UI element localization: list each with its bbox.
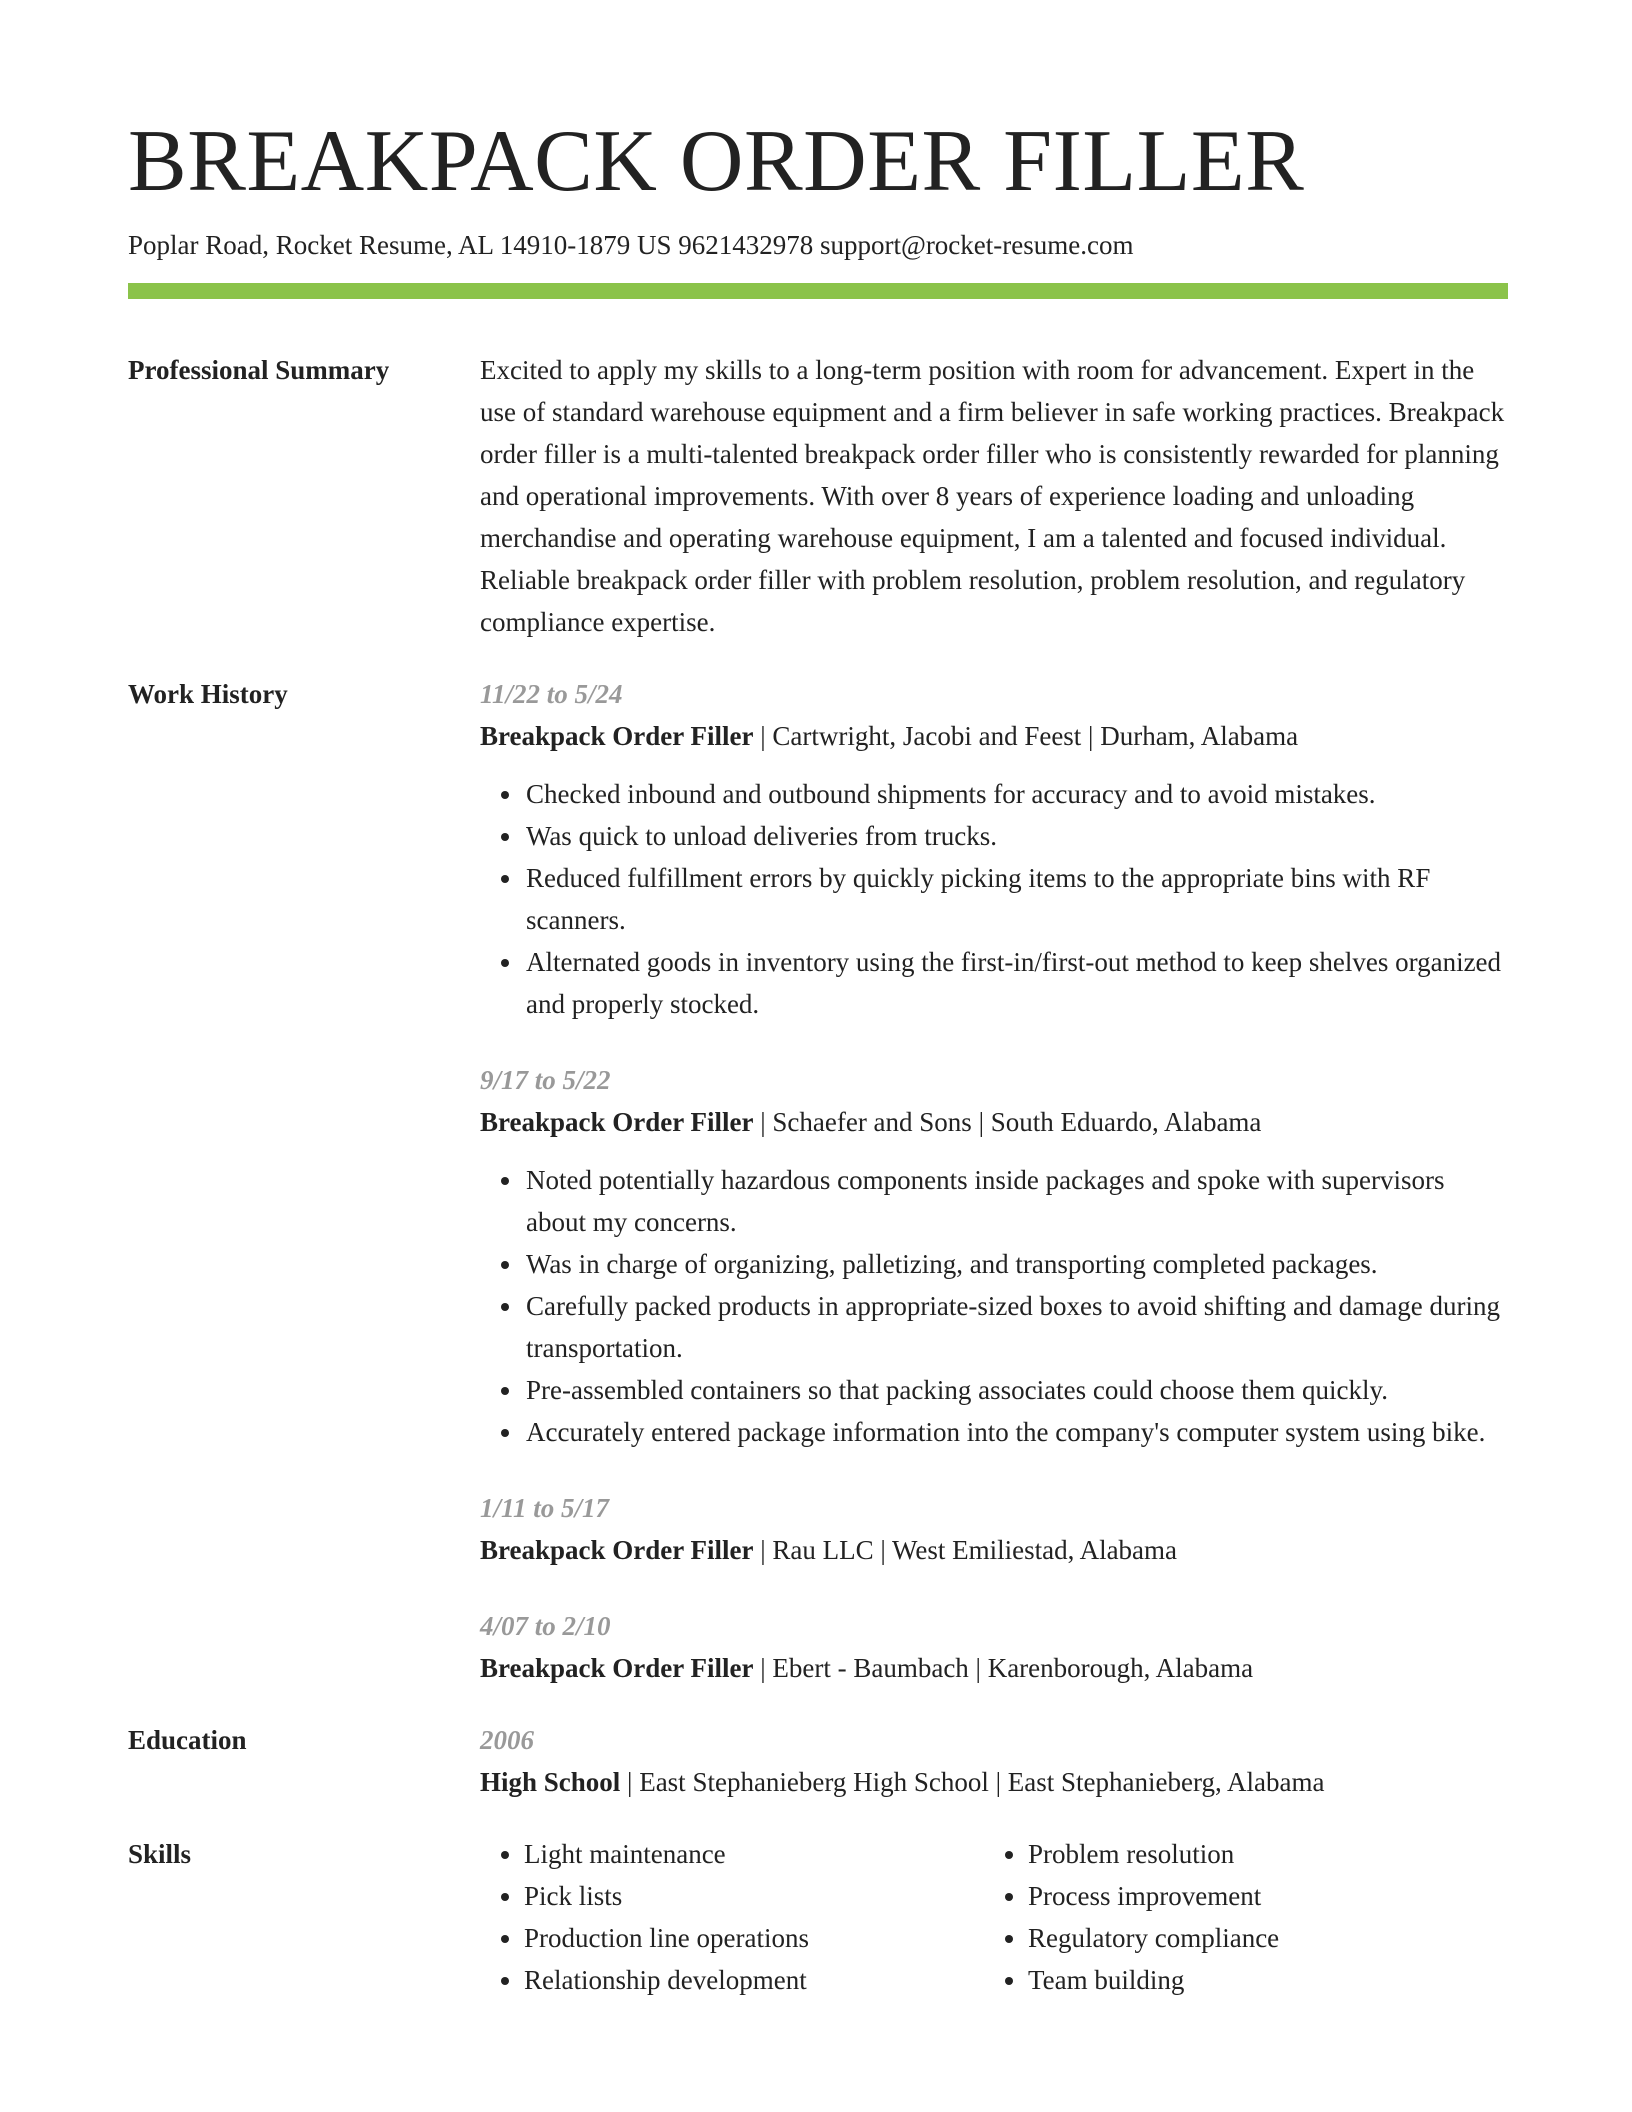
skill-item: • Problem resolution <box>1028 1833 1488 1875</box>
job-details: | Cartwright, Jacobi and Feest | Durham, Alabama <box>753 721 1299 752</box>
skill-item: • Pick lists <box>524 1875 984 1917</box>
resume-page <box>128 113 1508 2001</box>
job-title-line <box>480 1529 1508 1571</box>
job-bullet: • Reduced fulfillment errors by quickly picking items to the appropriate bins with RF scanners. <box>524 857 1508 941</box>
job-title-line <box>480 1647 1508 1689</box>
job-bullet: • Was quick to unload deliveries from trucks. <box>524 815 1508 857</box>
job-entry <box>480 1605 1508 1689</box>
skills-column-right <box>984 1833 1488 2001</box>
resume-name: BREAKPACK ORDER FILLER <box>128 113 1305 210</box>
summary-section <box>128 349 1508 643</box>
job-dates: 4/07 to 2/10 <box>480 1611 611 1642</box>
skill-item: • Team building <box>1028 1959 1488 2001</box>
job-entry <box>480 1059 1508 1453</box>
job-bullet: • Carefully packed products in appropriate-sized boxes to avoid shifting and damage during transportation. <box>524 1285 1508 1369</box>
skills-columns <box>480 1833 1508 2001</box>
education-section <box>128 1719 1508 1803</box>
job-entry <box>480 1487 1508 1571</box>
section-title: Professional Summary <box>128 355 390 386</box>
job-bullets <box>480 773 1508 1025</box>
job-entry <box>480 673 1508 1025</box>
job-details: | Rau LLC | West Emiliestad, Alabama <box>753 1535 1178 1566</box>
header-divider <box>128 283 1508 299</box>
job-role: Breakpack Order Filler <box>480 1653 754 1684</box>
skills-section <box>128 1833 1508 2001</box>
job-dates: 11/22 to 5/24 <box>480 679 623 710</box>
job-bullets <box>480 1159 1508 1453</box>
job-dates: 1/11 to 5/17 <box>480 1493 610 1524</box>
summary-text: Excited to apply my skills to a long-term position with room for advancement. Expert in the use of standard warehouse equipment and a firm believer in safe working practices. Breakpack order filler is a multi-talented breakpack order filler who is consistently rewarded for planning and operational improvements. With over 8 years of experience loading and unloading merchandise and operating warehouse equipment, I am a talented and focused individual. Reliable breakpack order filler with problem resolution, problem resolution, and regulatory compliance expertise. <box>480 355 1505 638</box>
section-title: Skills <box>128 1839 192 1870</box>
contact-line: Poplar Road, Rocket Resume, AL 14910-1879 US 9621432978 support@rocket-resume.com <box>128 230 1134 260</box>
job-bullet: • Accurately entered package information into the company's computer system using bike. <box>524 1411 1508 1453</box>
job-bullet: • Was in charge of organizing, palletizing, and transporting completed packages. <box>524 1243 1508 1285</box>
section-title: Work History <box>128 679 288 710</box>
job-details: | Schaefer and Sons | South Eduardo, Alabama <box>753 1107 1262 1138</box>
job-bullet: • Noted potentially hazardous components inside packages and spoke with supervisors about my concerns. <box>524 1159 1508 1243</box>
skill-item: • Production line operations <box>524 1917 984 1959</box>
job-bullet: • Alternated goods in inventory using the first-in/first-out method to keep shelves organized and properly stocked. <box>524 941 1508 1025</box>
job-role: Breakpack Order Filler <box>480 1107 754 1138</box>
skill-item: • Relationship development <box>524 1959 984 2001</box>
work-history-section <box>128 673 1508 1689</box>
job-details: | Ebert - Baumbach | Karenborough, Alabama <box>753 1653 1254 1684</box>
education-year: 2006 <box>480 1725 534 1756</box>
job-title-line <box>480 715 1508 757</box>
job-role: Breakpack Order Filler <box>480 1535 754 1566</box>
job-role: Breakpack Order Filler <box>480 721 754 752</box>
education-details: | East Stephanieberg High School | East Stephanieberg, Alabama <box>620 1767 1325 1798</box>
section-title: Education <box>128 1725 247 1756</box>
skill-item: • Process improvement <box>1028 1875 1488 1917</box>
skill-item: • Light maintenance <box>524 1833 984 1875</box>
skill-item: • Regulatory compliance <box>1028 1917 1488 1959</box>
education-line <box>480 1761 1508 1803</box>
job-list <box>480 673 1508 1689</box>
job-bullet: • Checked inbound and outbound shipments for accuracy and to avoid mistakes. <box>524 773 1508 815</box>
education-degree: High School <box>480 1767 621 1798</box>
job-title-line <box>480 1101 1508 1143</box>
skills-column-left <box>480 1833 984 2001</box>
job-bullet: • Pre-assembled containers so that packing associates could choose them quickly. <box>524 1369 1508 1411</box>
job-dates: 9/17 to 5/22 <box>480 1065 611 1096</box>
